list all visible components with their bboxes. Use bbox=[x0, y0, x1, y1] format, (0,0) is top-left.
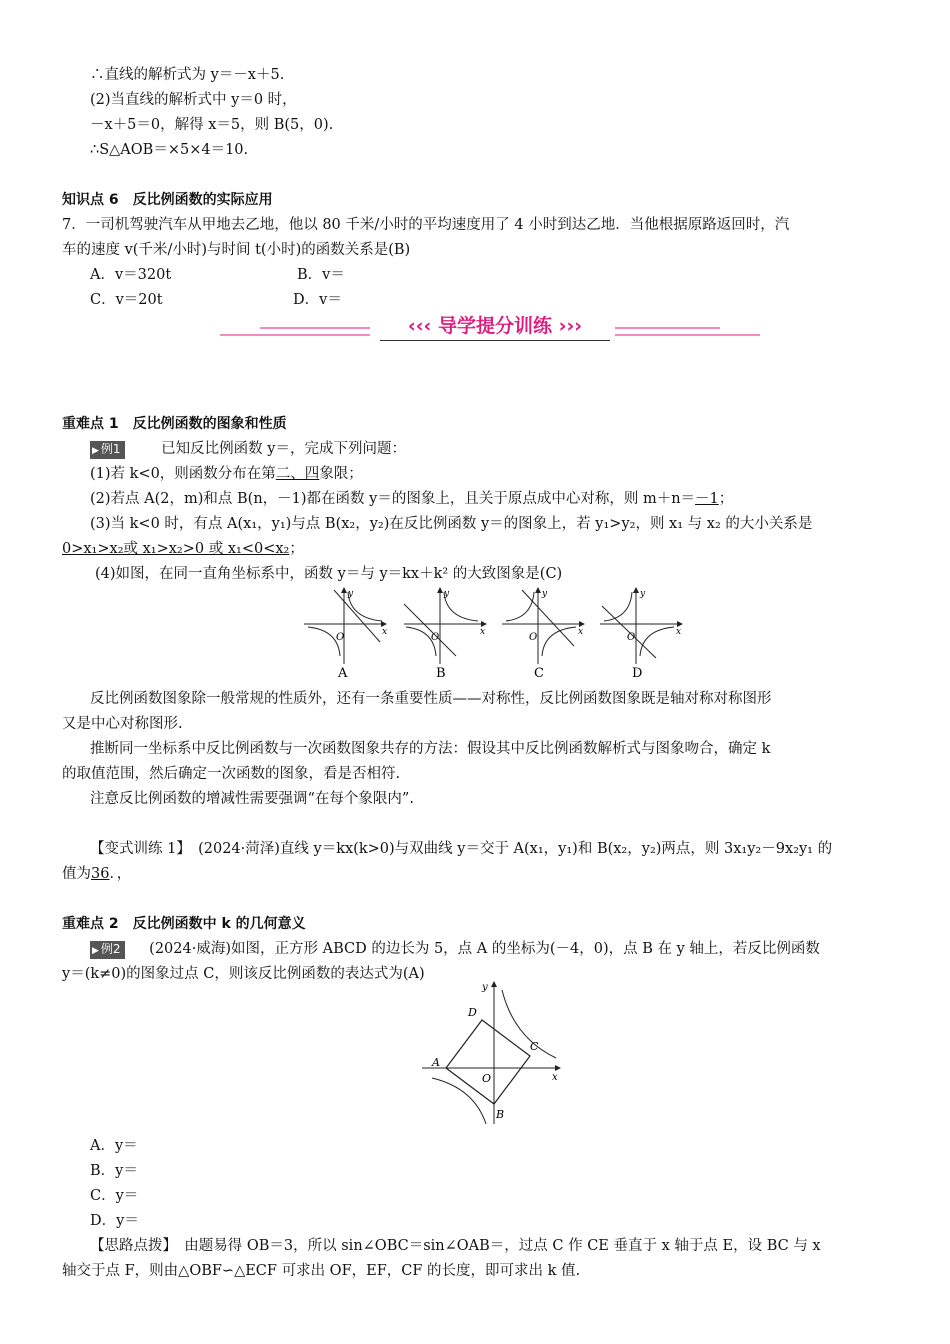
example-2 bbox=[90, 938, 820, 960]
graphs-figure bbox=[300, 584, 690, 684]
svg-text:O: O bbox=[336, 632, 345, 643]
option-b: B．v＝ bbox=[297, 267, 345, 283]
graph-label: B bbox=[436, 666, 446, 681]
option-b: B．y＝ bbox=[90, 1163, 138, 1179]
graph-label: A bbox=[338, 666, 348, 681]
part-text: (1)若 k<0，则函数分布在第 bbox=[90, 466, 276, 482]
axis-label: y bbox=[482, 982, 488, 993]
svg-text:O: O bbox=[431, 632, 440, 643]
point-label: D bbox=[468, 1006, 477, 1019]
note-1-cont: 又是中心对称图形. bbox=[62, 716, 183, 732]
variant-answer bbox=[62, 863, 131, 885]
svg-text:x: x bbox=[676, 627, 682, 637]
note-1: 反比例函数图象除一般常规的性质外，还有一条重要性质——对称性，反比例函数图象既是轴对称对称图形 bbox=[90, 691, 772, 707]
hint-cont: 轴交于点 F，则由△OBF∽△ECF 可求出 OF，EF，CF 的长度，即可求出 k 值. bbox=[62, 1263, 581, 1279]
square-figure bbox=[418, 978, 568, 1128]
point-label: B bbox=[496, 1108, 505, 1121]
note-2-cont: 的取值范围，然后确定一次函数的图象，看是否相符. bbox=[62, 766, 401, 782]
point-label: A bbox=[432, 1056, 440, 1069]
graph-a bbox=[304, 588, 387, 681]
svg-text:x: x bbox=[480, 627, 486, 637]
option-c: C．v＝20t bbox=[90, 292, 163, 308]
example-1 bbox=[90, 438, 406, 460]
svg-text:y: y bbox=[542, 589, 548, 599]
part-text: ．， bbox=[109, 866, 132, 882]
part-text: (2)若点 A(2，m)和点 B(n，－1)都在函数 y＝的图象上，且关于原点成中心对称，则 m＋n＝ bbox=[90, 491, 696, 507]
part-text: 象限； bbox=[319, 466, 363, 482]
answer: 二、四 bbox=[275, 466, 320, 482]
svg-text:O: O bbox=[627, 632, 636, 643]
svg-text:x: x bbox=[382, 627, 388, 637]
part-3: (3)当 k<0 时，有点 A(x₁，y₁)与点 B(x₂，y₂)在反比例函数 y＝的图象上，若 y₁>y₂，则 x₁ 与 x₂ 的大小关系是 bbox=[90, 516, 813, 532]
graph-label: C bbox=[534, 666, 544, 681]
part-2 bbox=[90, 488, 733, 510]
text-line: ∴S△AOB＝×5×4＝10. bbox=[90, 142, 249, 158]
svg-text:y: y bbox=[640, 589, 646, 599]
answer: －1 bbox=[695, 491, 719, 507]
example-text: 已知反比例函数 y＝，完成下列问题： bbox=[161, 441, 406, 457]
graph-c bbox=[502, 588, 584, 681]
option-c: C．y＝ bbox=[90, 1188, 139, 1204]
section-heading: 知识点 6 反比例函数的实际应用 bbox=[62, 192, 273, 208]
question-7: 7．一司机驾驶汽车从甲地去乙地，他以 80 千米/小时的平均速度用了 4 小时到达乙地．当他根据原路返回时，汽 bbox=[62, 217, 790, 233]
svg-text:x: x bbox=[578, 627, 584, 637]
part-1 bbox=[90, 463, 363, 485]
option-a: A．y＝ bbox=[90, 1138, 138, 1154]
svg-text:y: y bbox=[444, 589, 450, 599]
text-line: －x＋5＝0，解得 x＝5，则 B(5，0). bbox=[90, 117, 334, 133]
part-4: (4)如图，在同一直角坐标系中，函数 y＝与 y＝kx＋k² 的大致图象是(C) bbox=[95, 566, 563, 582]
section-heading: 重难点 1 反比例函数的图象和性质 bbox=[62, 416, 287, 432]
svg-text:O: O bbox=[529, 632, 538, 643]
note-2: 推断同一坐标系中反比例函数与一次函数图象共存的方法：假设其中反比例函数解析式与图象吻合，确定 k bbox=[90, 741, 771, 757]
note-3: 注意反比例函数的增减性需要强调“在每个象限内”. bbox=[90, 791, 414, 807]
example-text: (2024·威海)如图，正方形 ABCD 的边长为 5，点 A 的坐标为(－4，0)，点 B 在 y 轴上，若反比例函数 bbox=[149, 941, 820, 957]
answer: 36 bbox=[91, 866, 110, 882]
variant-training-1: 【变式训练 1】 (2024·菏泽)直线 y＝kx(k>0)与双曲线 y＝交于 A(x₁，y₁)和 B(x₂，y₂)两点，则 3x₁y₂－9x₂y₁ 的 bbox=[90, 841, 833, 857]
part-3-answer bbox=[62, 538, 304, 560]
example-2-cont: y＝(k≠0)的图象过点 C，则该反比例函数的表达式为(A) bbox=[62, 966, 425, 982]
graph-b bbox=[404, 588, 486, 681]
svg-text:y: y bbox=[348, 589, 354, 599]
option-d: D．y＝ bbox=[90, 1213, 139, 1229]
section-banner bbox=[220, 312, 760, 344]
text-line: ∴直线的解析式为 y＝－x＋5. bbox=[90, 67, 285, 83]
point-label: C bbox=[530, 1040, 539, 1053]
text-line: (2)当直线的解析式中 y＝0 时， bbox=[90, 92, 297, 108]
answer: 0>x₁>x₂或 x₁>x₂>0 或 x₁<0<x₂ bbox=[62, 541, 290, 557]
graph-d bbox=[600, 588, 682, 681]
part-text: ； bbox=[289, 541, 304, 557]
part-text: 值为 bbox=[62, 866, 91, 882]
axis-label: x bbox=[552, 1072, 558, 1083]
question-7-cont: 车的速度 v(千米/小时)与时间 t(小时)的函数关系是(B) bbox=[62, 242, 411, 258]
hint: 【思路点拨】 由题易得 OB＝3，所以 sin∠OBC＝sin∠OAB＝，过点 C 作 CE 垂直于 x 轴于点 E，设 BC 与 x bbox=[90, 1238, 821, 1254]
origin-label: O bbox=[482, 1072, 492, 1085]
part-text: ； bbox=[718, 491, 734, 507]
graph-label: D bbox=[632, 666, 643, 681]
example-tag: ▶ 例1 bbox=[90, 441, 125, 459]
option-d: D．v＝ bbox=[293, 292, 342, 308]
section-heading: 重难点 2 反比例函数中 k 的几何意义 bbox=[62, 916, 306, 932]
option-a: A．v＝320t bbox=[90, 267, 172, 283]
banner-title: ‹‹‹ 导学提分训练 ››› bbox=[380, 312, 610, 341]
example-tag: ▶ 例2 bbox=[90, 941, 125, 959]
